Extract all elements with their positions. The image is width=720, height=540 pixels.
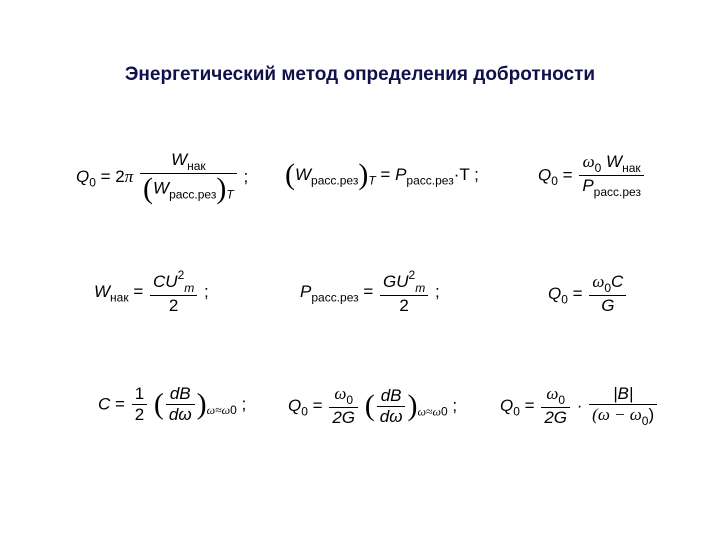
- formula-q0-abs-b: $Q_0$ = $\frac{\omega_0}{2G}$ · $\frac{|B|}{(\omega - \omega_0)}$: [500, 384, 659, 428]
- page-title: Энергетический метод определения добротности: [124, 64, 596, 85]
- formula-q0-omega-c-g: $Q_0$ = $\frac{\omega_0C}{G}$: [548, 272, 628, 316]
- formula-q0-derivative: $Q_0$ = $\frac{\omega_0}{2G}$ ( $\frac{dB}{d\omega}$ )$_{\omega\approx\omega 0}$ ;: [288, 384, 458, 427]
- formula-w-rass-rez: $(W_{расс.рез})_T = P_{расс.рез}\cdot T$ ;: [285, 158, 479, 191]
- formula-c-derivative: C = $\frac{1}{2}$ ( $\frac{dB}{d\omega}$ )$_{\omega\approx\omega 0}$ ;: [98, 384, 247, 424]
- formula-q0-omega-w-p: $Q_0$ = $\frac{\omega_0 W_{нак}}{P_{расс.рез}}$: [538, 152, 646, 199]
- formula-p-rass-rez: $P_{расс.рез}$ = $\frac{GU^2_m}{2}$ ;: [300, 268, 440, 315]
- formula-q0-2pi: $Q_0 = 2\pi$ $\frac{W_{нак}}{(W_{расс.рез})_T}$ ;: [76, 150, 249, 205]
- formula-w-nak: $W_{нак}$ = $\frac{CU^2_m}{2}$ ;: [94, 268, 209, 315]
